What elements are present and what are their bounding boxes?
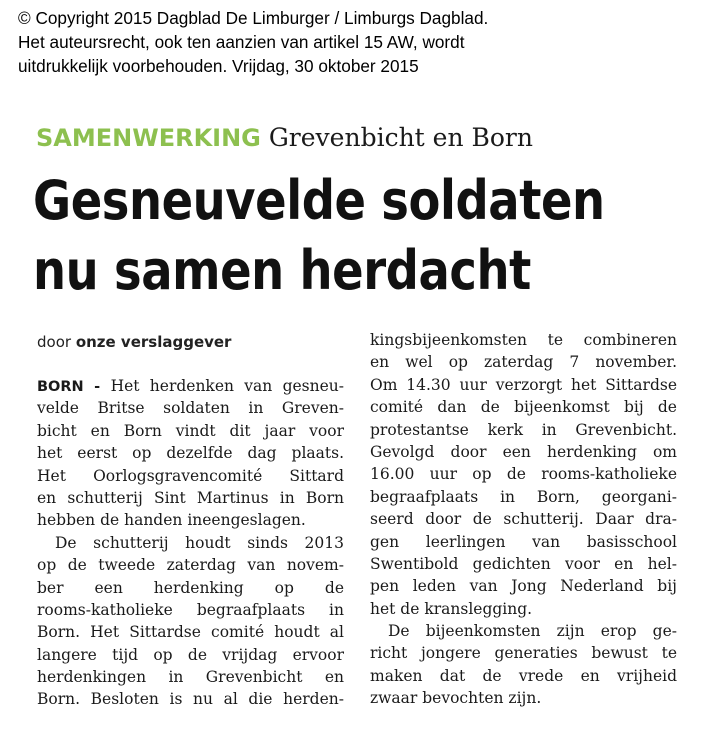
headline-line: Gesneuvelde soldaten — [33, 169, 605, 232]
body-line: Born. Het Sittardse comité houdt al — [37, 623, 344, 642]
body-column-2 — [370, 329, 677, 710]
body-line: en wel op zaterdag 7 november. — [370, 353, 677, 372]
body-line: velde Britse soldaten in Greven- — [37, 399, 344, 418]
body-line: rooms-katholieke begraafplaats in — [37, 600, 344, 619]
body-line: pen leden van Jong Nederland bij — [370, 577, 677, 596]
body-line: richt jongere generaties bewust te — [370, 644, 677, 663]
body-line: gen leerlingen van basisschool — [370, 532, 677, 551]
body-line: langere tijd op de vrijdag ervoor — [37, 645, 344, 664]
byline-author: onze verslaggever — [75, 333, 232, 351]
body-line: hebben de handen ineengeslagen. — [37, 511, 306, 530]
headline-line: nu samen herdacht — [33, 239, 531, 302]
body-column-1 — [37, 375, 344, 711]
body-line: De schutterij houdt sinds 2013 — [55, 533, 344, 552]
body-line: zwaar bevochten zijn. — [370, 689, 542, 708]
article-kicker — [36, 122, 533, 154]
body-line: seerd door de schutterij. Daar dra- — [370, 510, 677, 529]
body-line: kingsbijeenkomsten te combineren — [370, 331, 677, 349]
copyright-line: uitdrukkelijk voorbehouden. Vrijdag, 30 oktober 2015 — [18, 56, 419, 76]
kicker-text: Grevenbicht en Born — [260, 123, 533, 152]
copyright-line: Het auteursrecht, ook ten aanzien van artikel 15 AW, wordt — [18, 32, 465, 52]
body-line: en schutterij Sint Martinus in Born — [37, 488, 344, 507]
kicker-tag: SAMENWERKING — [36, 124, 261, 152]
copyright-line: © Copyright 2015 Dagblad De Limburger / Limburgs Dagblad. — [18, 8, 489, 28]
body-line: Om 14.30 uur verzorgt het Sittardse — [370, 375, 677, 394]
body-line: De bijeenkomsten zijn erop ge- — [388, 622, 677, 641]
body-line: herdenkingen in Grevenbicht en — [37, 668, 344, 687]
body-line: op de tweede zaterdag van novem- — [37, 556, 344, 575]
dateline: BORN - — [37, 379, 111, 395]
byline-prefix: door — [37, 333, 76, 351]
body-line: bicht en Born vindt dit jaar voor — [37, 421, 344, 440]
byline — [37, 331, 231, 353]
copyright-notice — [18, 6, 708, 78]
body-line: comité dan de bijeenkomst bij de — [370, 398, 677, 417]
body-line: het eerst op dezelfde dag plaats. — [37, 444, 344, 463]
body-line: het de kranslegging. — [370, 599, 533, 618]
article-headline — [33, 166, 609, 306]
body-line: protestantse kerk in Grevenbicht. — [370, 420, 677, 439]
body-line: Born. Besloten is nu al die herden- — [37, 690, 344, 709]
body-line: 16.00 uur op de rooms-katholieke — [370, 465, 677, 484]
body-line: Swentibold gedichten voor en hel- — [370, 554, 677, 573]
body-line: BORN - Het herdenken van gesneu- — [37, 377, 344, 395]
body-line: ber een herdenking op de — [37, 578, 344, 597]
body-line: Gevolgd door een herdenking om — [370, 442, 677, 461]
body-line: Het Oorlogsgravencomité Sittard — [37, 466, 344, 485]
body-line: maken dat de vrede en vrijheid — [370, 666, 677, 685]
body-line: begraafplaats in Born, georgani- — [370, 487, 677, 506]
